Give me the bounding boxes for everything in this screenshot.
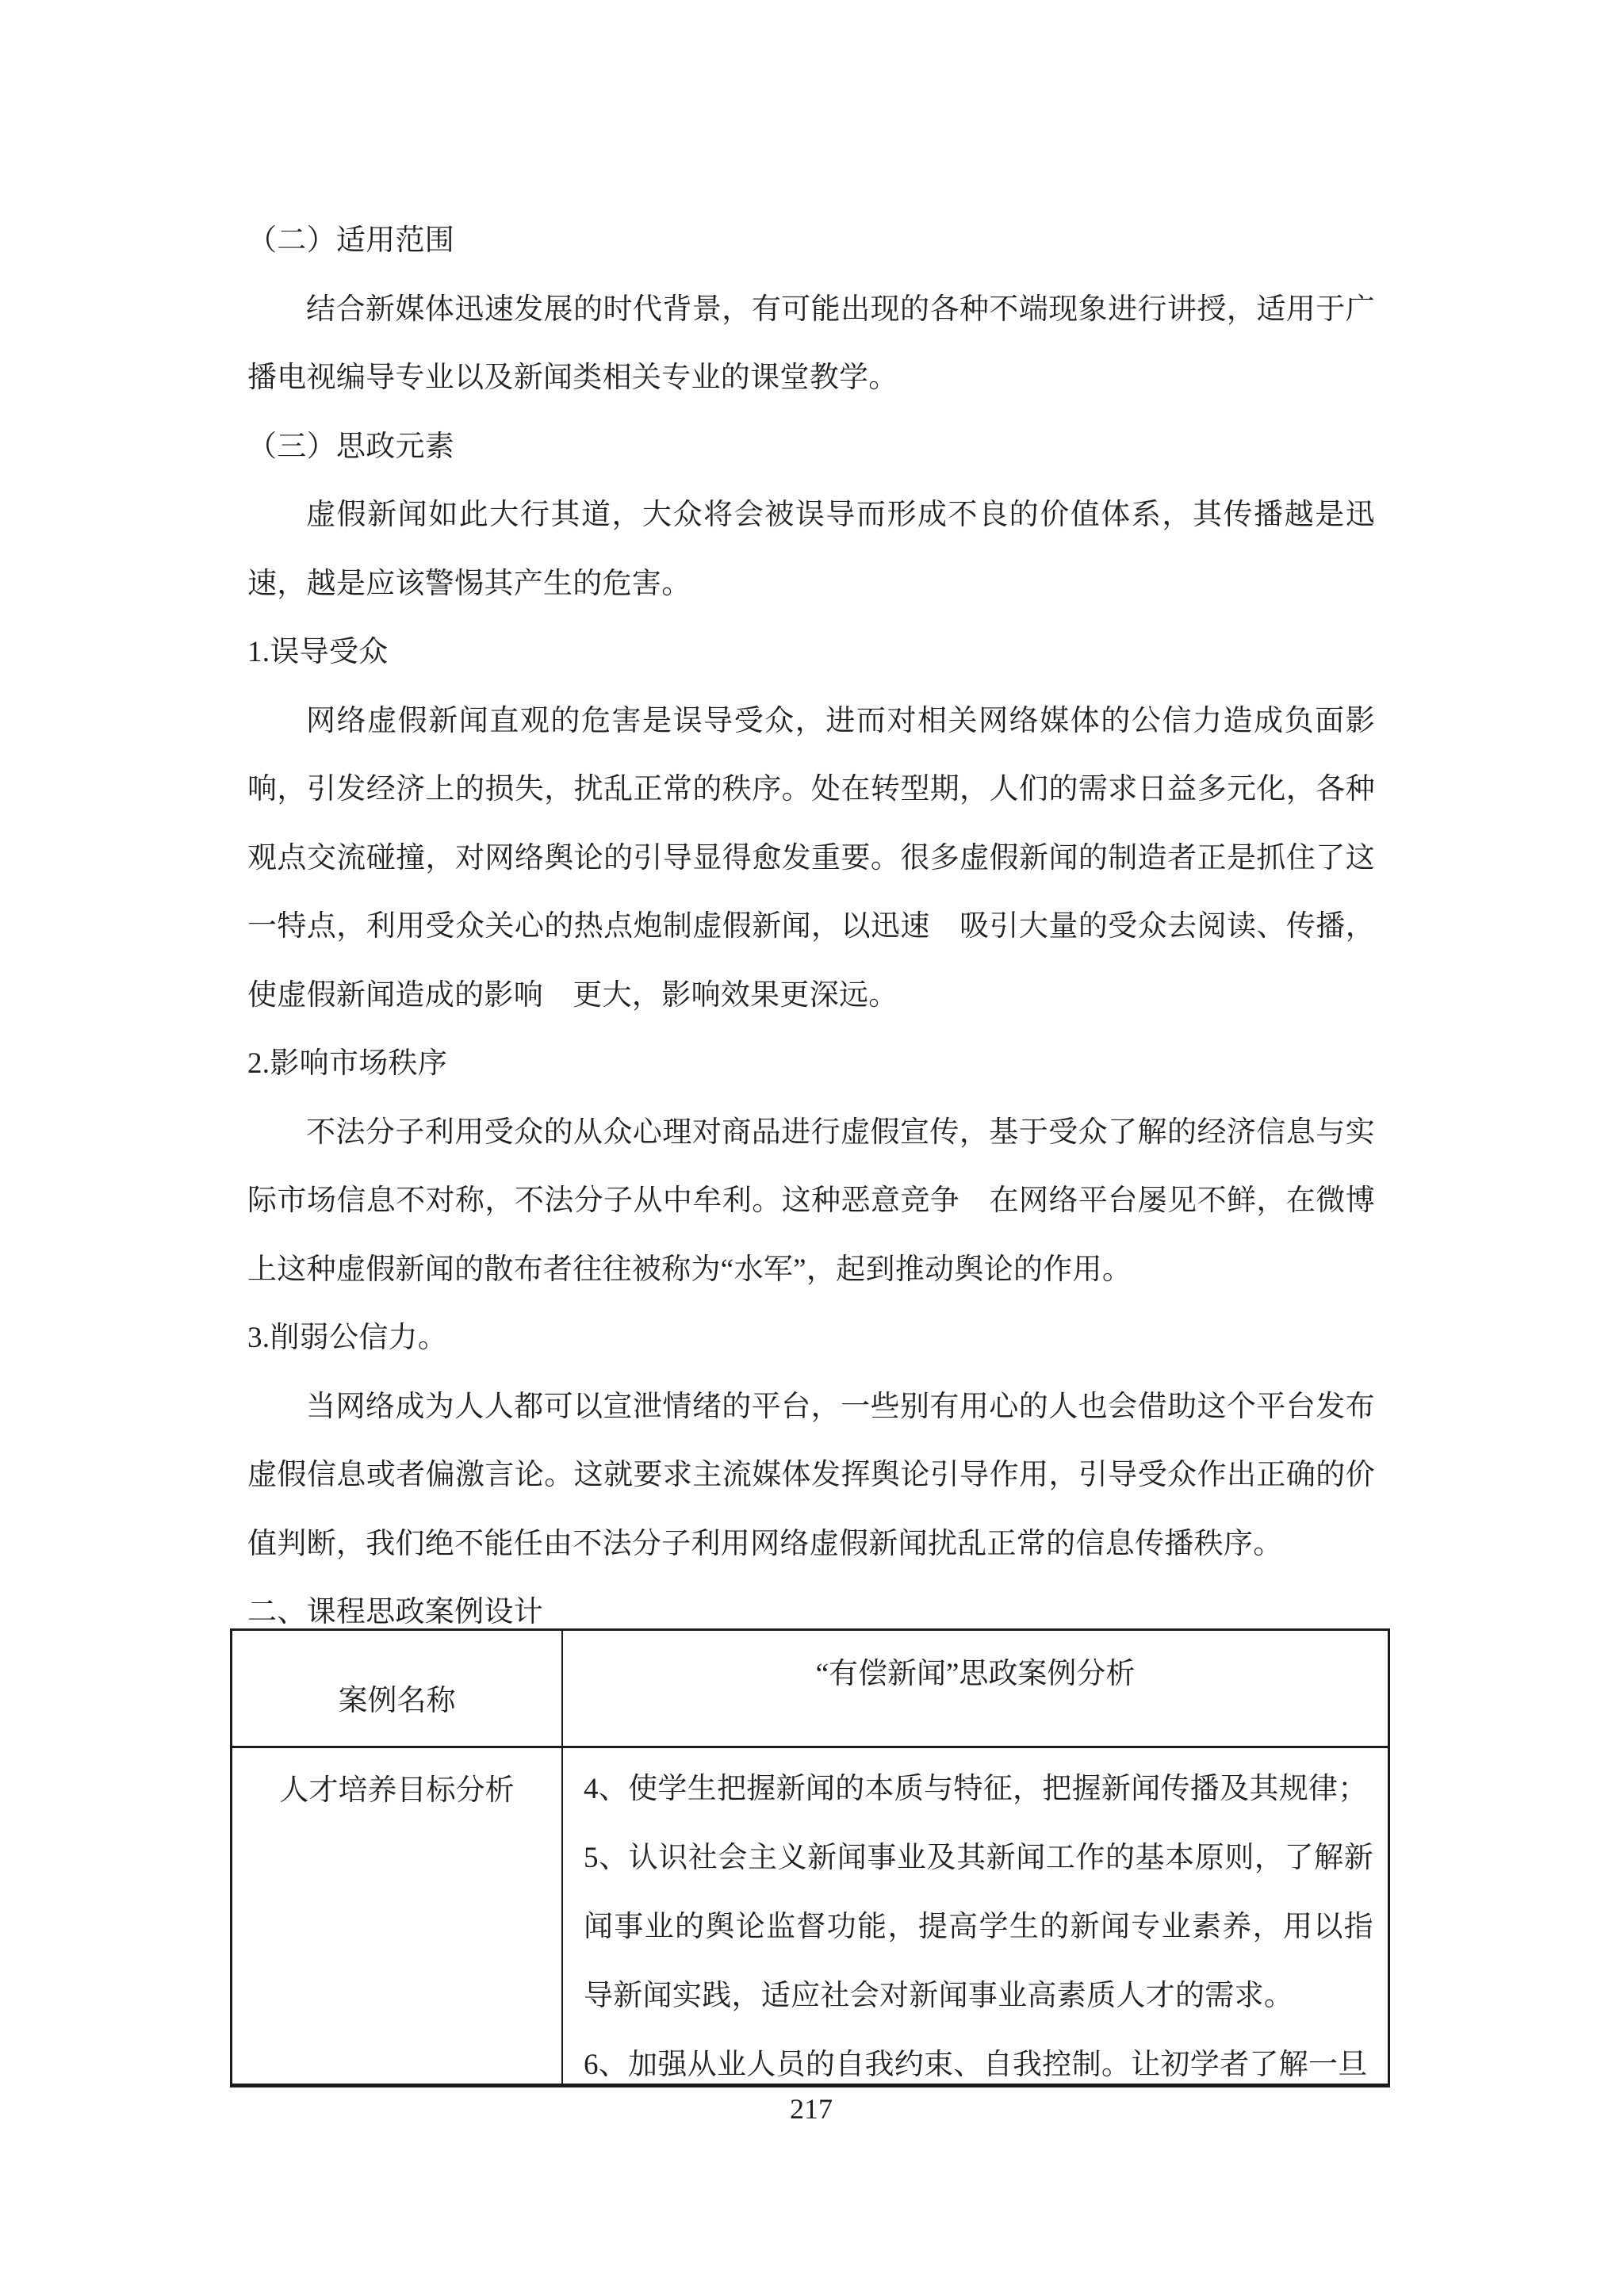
paragraph: 网络虚假新闻直观的危害是误导受众，进而对相关网络媒体的公信力造成负面影响，引发经济上的损失，扰乱正常的秩序。处在转型期，人们的需求日益多元化，各种观点交流碰撞，对网络舆论的引导显得愈发重要。很多虚假新闻的制造者正是抓住了这一特点，利用受众关心的热点炮制虚假新闻，以迅速 吸引大量的受众去阅读、传播，使虚假新闻造成的影响 更大，影响效果更深远。 (247, 704, 1375, 1012)
page-number: 217 (790, 2093, 833, 2125)
row-label-cell (232, 1748, 563, 2084)
section-heading: 二、课程思政案例设计 (247, 1596, 543, 1628)
table-header-row (232, 1631, 1388, 1748)
list-heading: 3.削弱公信力。 (247, 1322, 448, 1354)
section-heading: （三）思政元素 (247, 430, 455, 463)
paragraph: 当网络成为人人都可以宣泄情绪的平台，一些别有用心的人也会借助这个平台发布虚假信息或者偏激言论。这就要求主流媒体发挥舆论引导作用，引导受众作出正确的价值判断，我们绝不能任由不法分子利用网络虚假新闻扰乱正常的信息传播秩序。 (247, 1390, 1375, 1560)
row-label: 人才培养目标分析 (279, 1774, 515, 1807)
table-body-row (232, 1748, 1388, 2084)
list-heading: 2.影响市场秩序 (247, 1047, 448, 1080)
section-heading: （二）适用范围 (247, 224, 455, 257)
objectives-cell (563, 1748, 1388, 2084)
case-title: “有偿新闻”思政案例分析 (815, 1658, 1136, 1690)
objective-item: 4、使学生把握新闻的本质与特征，把握新闻传播及其规律； (584, 1773, 1368, 1805)
paragraph: 虚假新闻如此大行其道，大众将会被误导而形成不良的价值体系，其传播越是迅速，越是应该警惕其产生的危害。 (247, 499, 1375, 600)
objective-item: 5、认识社会主义新闻事业及其新闻工作的基本原则，了解新闻事业的舆论监督功能，提高学生的新闻专业素养，用以指导新闻实践，适应社会对新闻事业高素质人才的需求。 (584, 1842, 1373, 2012)
document-body-text (247, 207, 1375, 1647)
case-design-table (230, 1628, 1390, 2087)
case-name-label-cell (232, 1631, 563, 1746)
paragraph: 不法分子利用受众的从众心理对商品进行虚假宣传，基于受众了解的经济信息与实际市场信息不对称，不法分子从中牟利。这种恶意竞争 在网络平台屡见不鲜，在微博上这种虚假新闻的散布者往往被称为“水军”，起到推动舆论的作用。 (247, 1115, 1375, 1286)
paragraph: 结合新媒体迅速发展的时代背景，有可能出现的各种不端现象进行讲授，适用于广播电视编导专业以及新闻类相关专业的课堂教学。 (247, 293, 1375, 394)
list-heading: 1.误导受众 (247, 636, 389, 668)
case-title-cell (563, 1631, 1388, 1746)
case-name-label: 案例名称 (338, 1685, 456, 1717)
objective-item: 6、加强从业人员的自我约束、自我控制。让初学者了解一旦 (584, 2049, 1368, 2081)
